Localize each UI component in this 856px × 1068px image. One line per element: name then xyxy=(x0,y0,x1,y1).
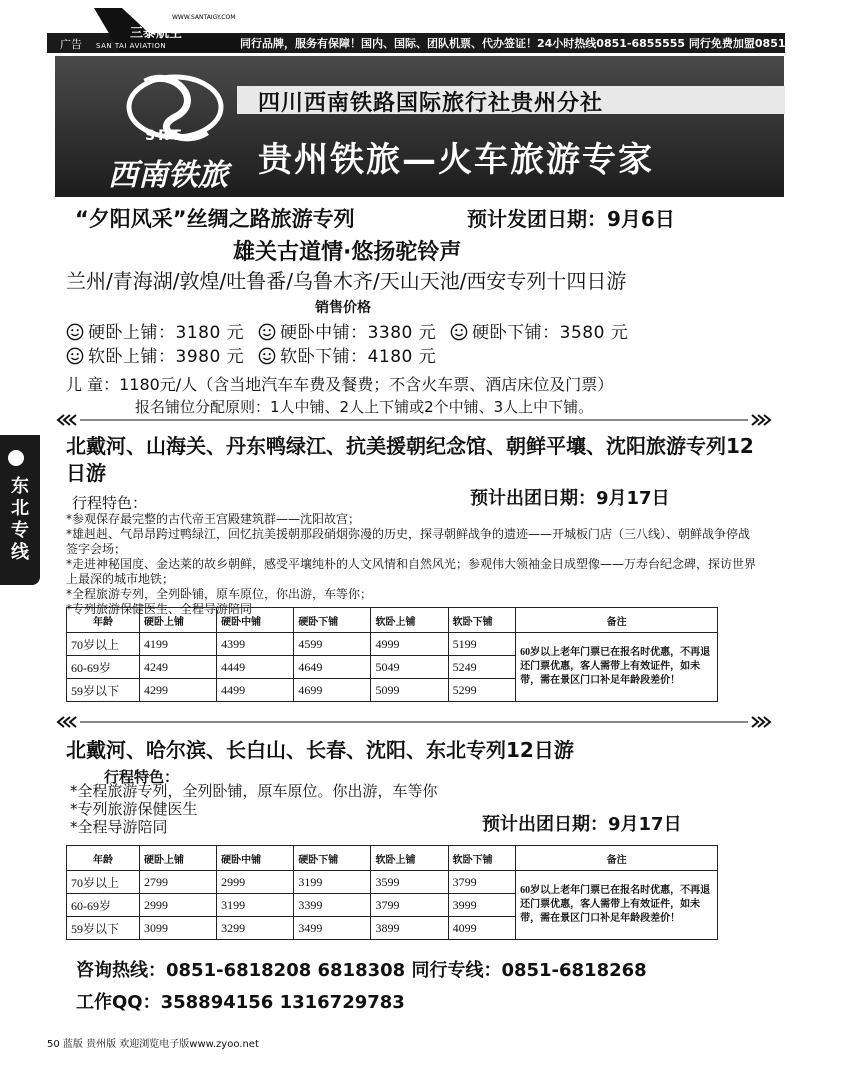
feature-list xyxy=(70,782,438,836)
feature-item: *走进神秘国度、金达莱的故乡朝鲜，感受平壤纯朴的人文风情和自然风光；参观伟大领袖金日成塑像——万寿台纪念碑，探访世界上最深的城市地铁； xyxy=(66,557,757,586)
table-cell: 3399 xyxy=(294,894,371,917)
airline-name: 三泰航空 xyxy=(130,26,183,41)
table-header: 硬卧上铺 xyxy=(140,846,217,871)
northeast-korea-date: 预计出团日期：9月17日 xyxy=(470,488,670,509)
table-header: 硬卧下铺 xyxy=(294,846,371,871)
table-cell: 2799 xyxy=(140,871,217,894)
table-cell: 5049 xyxy=(371,656,448,679)
table-header: 硬卧下铺 xyxy=(294,608,371,633)
table-note: 60岁以上老年门票已在报名时优惠，不再退还门票优惠，客人需带上有效证件，如未带，需在景区门口补足年龄段差价！ xyxy=(516,633,718,702)
table-cell: 3999 xyxy=(448,894,516,917)
table-header: 年龄 xyxy=(67,846,140,871)
table-cell: 5199 xyxy=(448,633,516,656)
table-row xyxy=(67,633,718,656)
table-cell: 4999 xyxy=(371,633,448,656)
company-slogan: 贵州铁旅—火车旅游专家 xyxy=(258,140,654,180)
price-soft-upper: 软卧上铺：3980 元 xyxy=(88,347,245,367)
table-cell: 2999 xyxy=(217,871,294,894)
table-header: 硬卧中铺 xyxy=(217,846,294,871)
table-cell: 4649 xyxy=(294,656,371,679)
table-cell: 4099 xyxy=(448,917,516,940)
feature-item: *全程旅游专列，全列卧铺，原车原位。你出游，车等你 xyxy=(70,782,438,800)
logo-abbreviation: SRT xyxy=(145,128,184,144)
table-cell: 2999 xyxy=(140,894,217,917)
table-row xyxy=(67,871,718,894)
smiley-icon xyxy=(258,323,276,341)
airline-website: WWW.SANTAIGY.COM xyxy=(172,14,236,21)
section-divider xyxy=(56,414,772,426)
table-cell: 5299 xyxy=(448,679,516,702)
silk-road-date: 预计发团日期：9月6日 xyxy=(467,207,675,231)
airline-english-name: SAN TAI AVIATION xyxy=(96,42,167,50)
table-cell: 70岁以上 xyxy=(67,871,140,894)
table-cell: 5099 xyxy=(371,679,448,702)
northeast-tour-title: 北戴河、哈尔滨、长白山、长春、沈阳、东北专列12日游 xyxy=(66,738,574,762)
table-cell: 3899 xyxy=(371,917,448,940)
table-cell: 4699 xyxy=(294,679,371,702)
table-header: 硬卧上铺 xyxy=(140,608,217,633)
feature-item: *全程导游陪同 xyxy=(70,818,168,836)
silk-road-title: “夕阳风采”丝绸之路旅游专列 xyxy=(75,207,355,231)
price-row-2 xyxy=(66,342,436,367)
price-soft-lower: 软卧下铺：4180 元 xyxy=(280,347,437,367)
table-header-row xyxy=(67,608,718,633)
ad-text: 同行品牌，服务有保障！国内、国际、团队机票、代办签证！24小时热线0851-6855555 同行免费加盟0851-6800323-3 xyxy=(240,37,856,50)
table-cell: 4599 xyxy=(294,633,371,656)
feature-item: *参观保存最完整的古代帝王宫殿建筑群——沈阳故宫； xyxy=(66,512,361,526)
price-hard-lower: 硬卧下铺：3580 元 xyxy=(472,323,629,343)
smiley-icon xyxy=(66,323,84,341)
table-header: 备注 xyxy=(516,846,718,871)
contact-hotline: 咨询热线：0851-6818208 6818308 同行专线：0851-6818268 xyxy=(76,960,647,981)
contact-qq: 工作QQ：358894156 1316729783 xyxy=(76,992,405,1013)
price-hard-middle: 硬卧中铺：3380 元 xyxy=(280,323,437,343)
table-header: 软卧下铺 xyxy=(448,846,516,871)
section-divider xyxy=(56,716,772,728)
page-footer: 50 蓝版 贵州版 欢迎浏览电子版www.zyoo.net xyxy=(47,1039,259,1050)
child-price: 儿 童：1180元/人（含当地汽车车费及餐费；不含火车票、酒店床位及门票） xyxy=(66,375,614,394)
logo-chinese-name: 西南铁旅 xyxy=(108,158,228,193)
price-heading: 销售价格 xyxy=(315,300,371,316)
price-row-1 xyxy=(66,318,628,343)
feature-heading: 行程特色： xyxy=(72,494,148,512)
tab-hole-icon xyxy=(8,450,24,466)
smiley-icon xyxy=(450,323,468,341)
table-header: 软卧上铺 xyxy=(371,846,448,871)
table-cell: 4499 xyxy=(217,679,294,702)
feature-heading: 行程特色： xyxy=(104,768,180,786)
table-note: 60岁以上老年门票已在报名时优惠，不再退还门票优惠，客人需带上有效证件，如未带，需在景区门口补足年龄段差价！ xyxy=(516,871,718,940)
table-cell: 3199 xyxy=(217,894,294,917)
table-cell: 4249 xyxy=(140,656,217,679)
table-cell: 3299 xyxy=(217,917,294,940)
table-header: 年龄 xyxy=(67,608,140,633)
smiley-icon xyxy=(66,347,84,365)
northeast-korea-title: 北戴河、山海关、丹东鸭绿江、抗美援朝纪念馆、朝鲜平壤、沈阳旅游专列12日游 xyxy=(66,434,754,485)
table-header: 软卧下铺 xyxy=(448,608,516,633)
table-cell: 60-69岁 xyxy=(67,656,140,679)
feature-item: *专列旅游保健医生 xyxy=(70,800,198,818)
ad-tag: 广告 xyxy=(60,38,82,51)
table-cell: 3599 xyxy=(371,871,448,894)
side-tab-label: 东北专线 xyxy=(11,476,29,563)
price-hard-upper: 硬卧上铺：3180 元 xyxy=(88,323,245,343)
silk-road-subtitle: 雄关古道情·悠扬驼铃声 xyxy=(233,240,462,265)
feature-item: *全程旅游专列，全列卧铺，原车原位，你出游，车等你； xyxy=(66,587,373,601)
table-cell: 3099 xyxy=(140,917,217,940)
price-table xyxy=(66,607,718,702)
table-cell: 4399 xyxy=(217,633,294,656)
table-cell: 3499 xyxy=(294,917,371,940)
table-header-row xyxy=(67,846,718,871)
table-header: 硬卧中铺 xyxy=(217,608,294,633)
table-cell: 70岁以上 xyxy=(67,633,140,656)
table-cell: 3799 xyxy=(448,871,516,894)
table-cell: 4449 xyxy=(217,656,294,679)
berth-allocation-rule: 报名铺位分配原则：1人中铺、2人上下铺或2个中铺、3人上中下铺。 xyxy=(135,398,594,416)
table-cell: 59岁以下 xyxy=(67,679,140,702)
table-cell: 59岁以下 xyxy=(67,917,140,940)
price-table xyxy=(66,845,718,940)
table-cell: 3799 xyxy=(371,894,448,917)
table-cell: 4299 xyxy=(140,679,217,702)
northeast-tour-date: 预计出团日期：9月17日 xyxy=(482,814,682,835)
table-header: 软卧上铺 xyxy=(371,608,448,633)
silk-road-route: 兰州/青海湖/敦煌/吐鲁番/乌鲁木齐/天山天池/西安专列十四日游 xyxy=(66,269,627,293)
table-cell: 5249 xyxy=(448,656,516,679)
table-cell: 60-69岁 xyxy=(67,894,140,917)
smiley-icon xyxy=(258,347,276,365)
feature-list xyxy=(66,512,756,617)
feature-item: *雄赳赳、气昂昂跨过鸭绿江，回忆抗美援朝那段硝烟弥漫的历史，探寻朝鲜战争的遗迹——开城板门店（三八线）、朝鲜战争停战签字会场； xyxy=(66,527,751,556)
table-cell: 4199 xyxy=(140,633,217,656)
table-cell: 3199 xyxy=(294,871,371,894)
table-header: 备注 xyxy=(516,608,718,633)
company-name: 四川西南铁路国际旅行社贵州分社 xyxy=(258,91,604,116)
feature-item: *专列旅游保健医生、全程导游陪同 xyxy=(66,602,253,616)
